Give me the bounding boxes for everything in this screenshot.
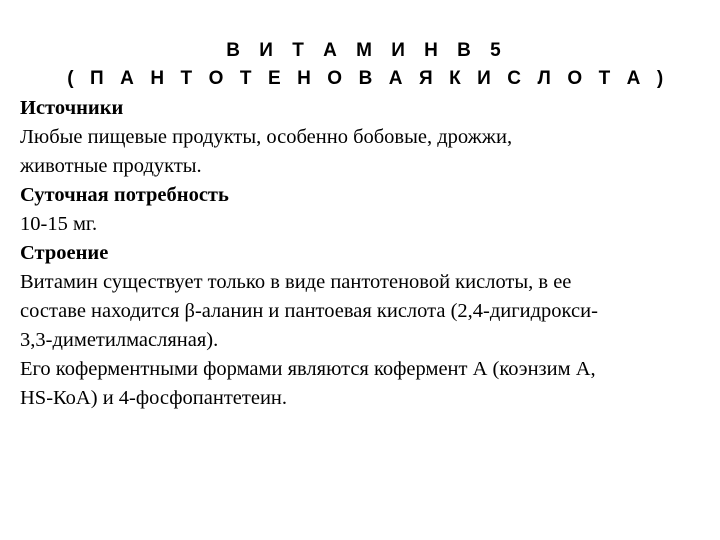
structure-heading: Строение — [20, 242, 109, 264]
slide-body — [20, 94, 710, 413]
daily-requirement-text: 10-15 мг. — [20, 213, 98, 235]
structure-text-line: составе находится β-аланин и пантоевая кислота (2,4-дигидрокси- — [20, 300, 598, 322]
structure-text-line: Его коферментными формами являются кофермент А (коэнзим А, — [20, 358, 596, 380]
slide-title: В И Т А М И Н В 5 — [226, 40, 508, 61]
structure-text-line: 3,3-диметилмасляная). — [20, 329, 219, 351]
structure-text-line: HS-КоА) и 4-фосфопантетеин. — [20, 387, 288, 409]
structure-text-line: Витамин существует только в виде пантотеновой кислоты, в ее — [20, 271, 572, 293]
daily-requirement-heading: Суточная потребность — [20, 184, 229, 206]
slide-subtitle: ( П А Н Т О Т Е Н О В А Я К И С Л О Т А ) — [67, 68, 669, 89]
sources-text-line: животные продукты. — [20, 155, 202, 177]
sources-heading: Источники — [20, 97, 124, 119]
sources-text-line: Любые пищевые продукты, особенно бобовые, дрожжи, — [20, 126, 513, 148]
